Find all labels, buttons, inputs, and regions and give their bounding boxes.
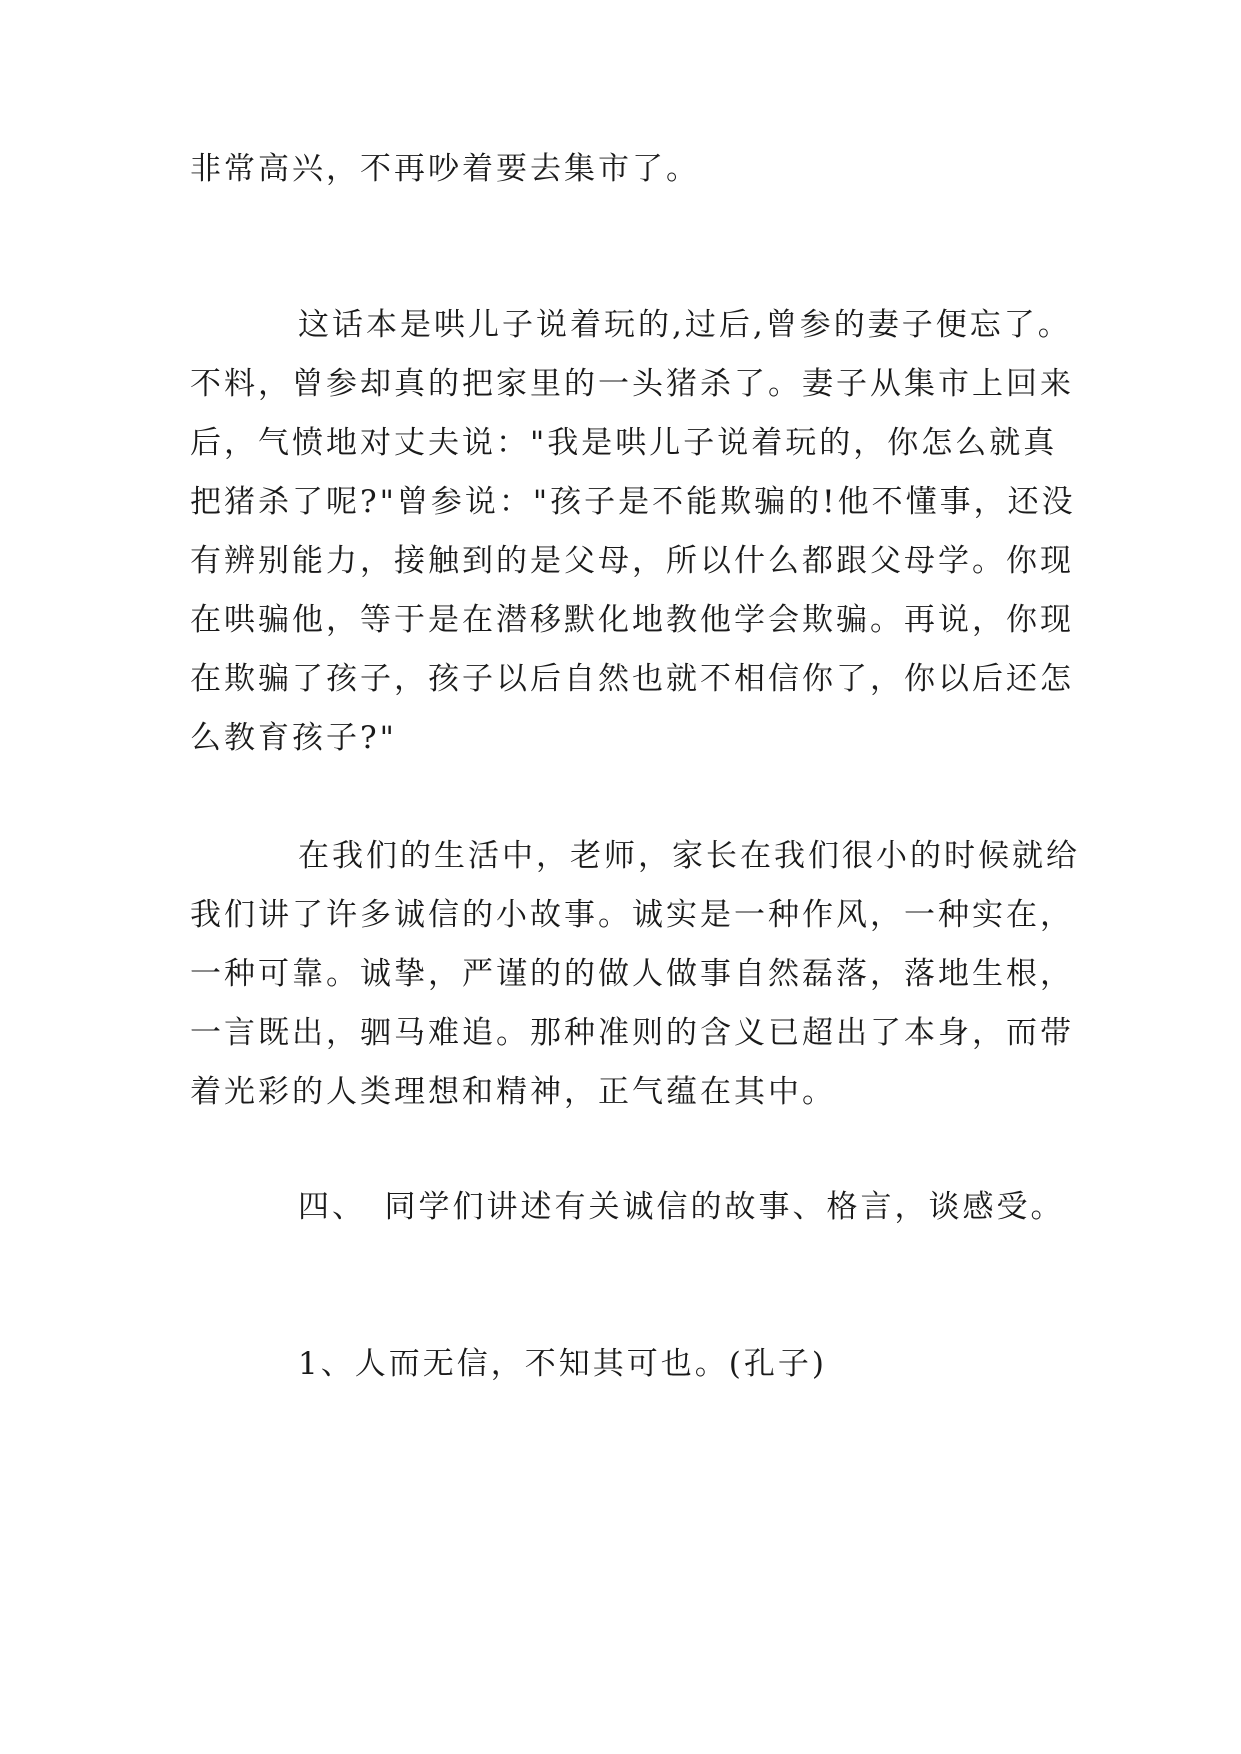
- text-line: 着光彩的人类理想和精神，正气蕴在其中。: [190, 1074, 836, 1110]
- text-line: 在哄骗他，等于是在潜移默化地教他学会欺骗。再说，你现: [190, 602, 1074, 638]
- section-heading-four: [190, 1178, 1065, 1237]
- text-line: 一种可靠。诚挚，严谨的的做人做事自然磊落，落地生根，: [190, 956, 1074, 992]
- quote-item-confucius: [190, 1335, 1056, 1394]
- text-line: 不料，曾参却真的把家里的一头猪杀了。妻子从集市上回来: [190, 366, 1074, 402]
- text-line: 后，气愤地对丈夫说："我是哄儿子说着玩的，你怎么就真: [190, 425, 1058, 461]
- text-line: 把猪杀了呢?"曾参说："孩子是不能欺骗的!他不懂事，还没: [190, 484, 1076, 520]
- paragraph-honesty-reflection: [190, 827, 1080, 1122]
- text-line: 我们讲了许多诚信的小故事。诚实是一种作风，一种实在，: [190, 897, 1074, 933]
- text-line: 这话本是哄儿子说着玩的,过后,曾参的妻子便忘了。: [298, 307, 1072, 343]
- text-line: 1、人而无信，不知其可也。(孔子): [298, 1346, 827, 1382]
- text-line: 一言既出，驷马难追。那种准则的含义已超出了本身，而带: [190, 1015, 1074, 1051]
- text-line: 在我们的生活中，老师，家长在我们很小的时候就给: [298, 838, 1080, 874]
- paragraph-story-end: [190, 140, 1056, 199]
- text-line: 非常高兴，不再吵着要去集市了。: [190, 151, 700, 187]
- text-line: 在欺骗了孩子，孩子以后自然也就不相信你了，你以后还怎: [190, 661, 1074, 697]
- text-line: 四、 同学们讲述有关诚信的故事、格言，谈感受。: [298, 1189, 1065, 1225]
- paragraph-zeng-can-story: [190, 296, 1076, 768]
- text-line: 有辨别能力，接触到的是父母，所以什么都跟父母学。你现: [190, 543, 1074, 579]
- text-line: 么教育孩子?": [190, 720, 397, 756]
